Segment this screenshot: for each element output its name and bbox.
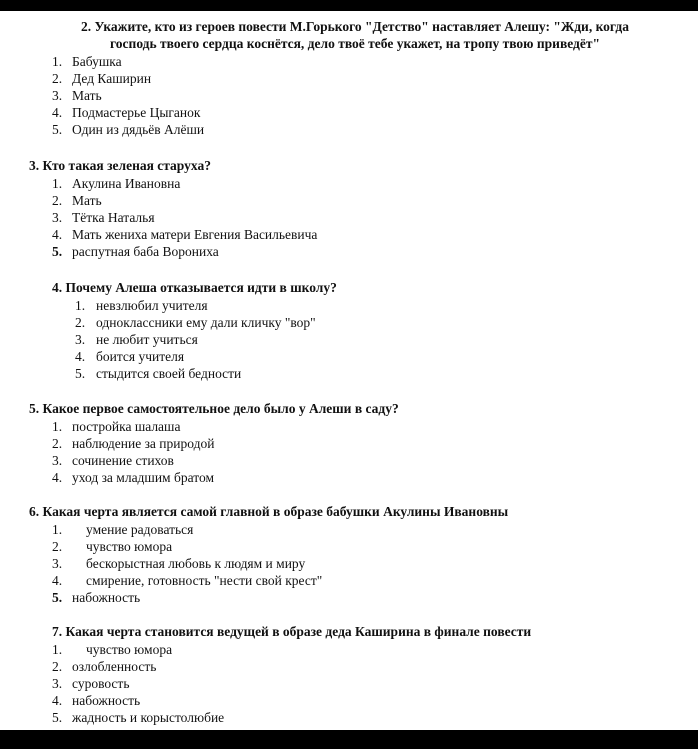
option-text: стыдится своей бедности — [96, 366, 242, 382]
option-item — [0, 692, 698, 709]
option-number: 1. — [75, 298, 86, 313]
option-item — [0, 87, 698, 104]
option-number: 2. — [52, 659, 63, 675]
option-text: Мать — [72, 193, 102, 209]
option-number: 2. — [52, 193, 63, 209]
option-text: озлобленность — [72, 659, 157, 675]
question-4 — [0, 279, 698, 382]
option-text: боится учителя — [96, 349, 185, 365]
option-text: смирение, готовность "нести свой крест" — [86, 573, 323, 589]
option-item — [0, 348, 698, 365]
option-number: 1. — [52, 522, 63, 537]
option-item — [0, 104, 698, 121]
question-4-title: 4. Почему Алеша отказывается идти в школу? — [52, 280, 337, 295]
option-text: распутная баба Ворониха — [72, 244, 219, 260]
option-item — [0, 121, 698, 138]
option-item — [0, 521, 698, 538]
option-text: невзлюбил учителя — [96, 298, 208, 313]
option-number: 3. — [75, 332, 86, 348]
option-number: 5. — [52, 710, 63, 726]
option-text: жадность и корыстолюбие — [72, 710, 225, 726]
option-item — [0, 435, 698, 452]
option-text: набожность — [72, 693, 141, 709]
question-2-title-line2: господь твоего сердца коснётся, дело твоё тебе укажет, на тропу твою приведёт" — [110, 36, 600, 51]
option-text: чувство юмора — [86, 539, 173, 555]
option-text: умение радоваться — [86, 522, 194, 537]
option-number: 1. — [52, 642, 63, 657]
option-item — [0, 209, 698, 226]
option-number: 4. — [75, 349, 86, 365]
option-text: Мать — [72, 88, 102, 104]
option-number: 3. — [52, 676, 63, 692]
option-number: 2. — [52, 539, 63, 555]
option-item — [0, 243, 698, 260]
option-text: уход за младшим братом — [72, 470, 214, 486]
option-number: 2. — [52, 71, 63, 87]
option-item — [0, 175, 698, 192]
option-text: набожность — [72, 590, 141, 606]
question-3-options — [0, 175, 698, 260]
option-number: 1. — [52, 176, 63, 191]
option-number: 5. — [52, 122, 63, 138]
question-2-options — [0, 53, 698, 138]
option-item — [0, 555, 698, 572]
option-text: Подмастерье Цыганок — [72, 105, 201, 121]
option-number: 4. — [52, 573, 63, 589]
option-item — [0, 226, 698, 243]
option-number: 2. — [75, 315, 86, 331]
question-4-options — [0, 297, 698, 382]
option-item — [0, 469, 698, 486]
option-item — [0, 297, 698, 314]
option-number: 5. — [52, 590, 63, 606]
option-number: 1. — [52, 419, 63, 434]
option-text: чувство юмора — [86, 642, 173, 657]
option-text: Бабушка — [72, 54, 122, 69]
question-3-title: 3. Кто такая зеленая старуха? — [29, 158, 211, 173]
option-text: Тётка Наталья — [72, 210, 155, 226]
option-item — [0, 418, 698, 435]
option-text: суровость — [72, 676, 130, 692]
option-number: 2. — [52, 436, 63, 452]
question-7-title: 7. Какая черта становится ведущей в образе деда Каширина в финале повести — [52, 624, 532, 639]
option-text: наблюдение за природой — [72, 436, 215, 452]
question-6 — [0, 503, 698, 606]
option-item — [0, 658, 698, 675]
question-5 — [0, 400, 698, 486]
option-item — [0, 70, 698, 87]
option-item — [0, 192, 698, 209]
option-text: Мать жениха матери Евгения Васильевича — [72, 227, 318, 243]
option-number: 4. — [52, 470, 63, 486]
option-item — [0, 641, 698, 658]
question-6-options — [0, 521, 698, 606]
question-3 — [0, 157, 698, 260]
option-number: 4. — [52, 105, 63, 121]
option-number: 5. — [75, 366, 86, 382]
question-2-title-line1: 2. Укажите, кто из героев повести М.Горького "Детство" наставляет Алешу: "Жди, когда — [81, 19, 629, 34]
option-text: не любит учиться — [96, 332, 198, 348]
option-item — [0, 572, 698, 589]
option-text: Дед Каширин — [72, 71, 152, 87]
option-text: постройка шалаша — [72, 419, 181, 434]
option-number: 4. — [52, 693, 63, 709]
option-item — [0, 709, 698, 726]
option-item — [0, 365, 698, 382]
option-item — [0, 331, 698, 348]
question-7 — [0, 623, 698, 726]
question-2 — [0, 18, 698, 138]
option-item — [0, 589, 698, 606]
option-text: Акулина Ивановна — [72, 176, 181, 191]
option-number: 4. — [52, 227, 63, 243]
option-number: 3. — [52, 453, 63, 469]
question-6-title: 6. Какая черта является самой главной в образе бабушки Акулины Ивановны — [29, 504, 509, 519]
option-item — [0, 53, 698, 70]
option-text: сочинение стихов — [72, 453, 174, 469]
option-text: бескорыстная любовь к людям и миру — [86, 556, 306, 572]
option-number: 1. — [52, 54, 63, 69]
option-item — [0, 538, 698, 555]
question-7-options — [0, 641, 698, 726]
option-number: 3. — [52, 556, 63, 572]
worksheet-page — [0, 11, 698, 730]
option-item — [0, 452, 698, 469]
option-number: 5. — [52, 244, 63, 260]
option-item — [0, 314, 698, 331]
option-number: 3. — [52, 210, 63, 226]
question-5-title: 5. Какое первое самостоятельное дело было у Алеши в саду? — [29, 401, 399, 416]
option-number: 3. — [52, 88, 63, 104]
option-text: Один из дядьёв Алёши — [72, 122, 205, 138]
option-item — [0, 675, 698, 692]
question-5-options — [0, 418, 698, 486]
option-text: одноклассники ему дали кличку "вор" — [96, 315, 316, 331]
